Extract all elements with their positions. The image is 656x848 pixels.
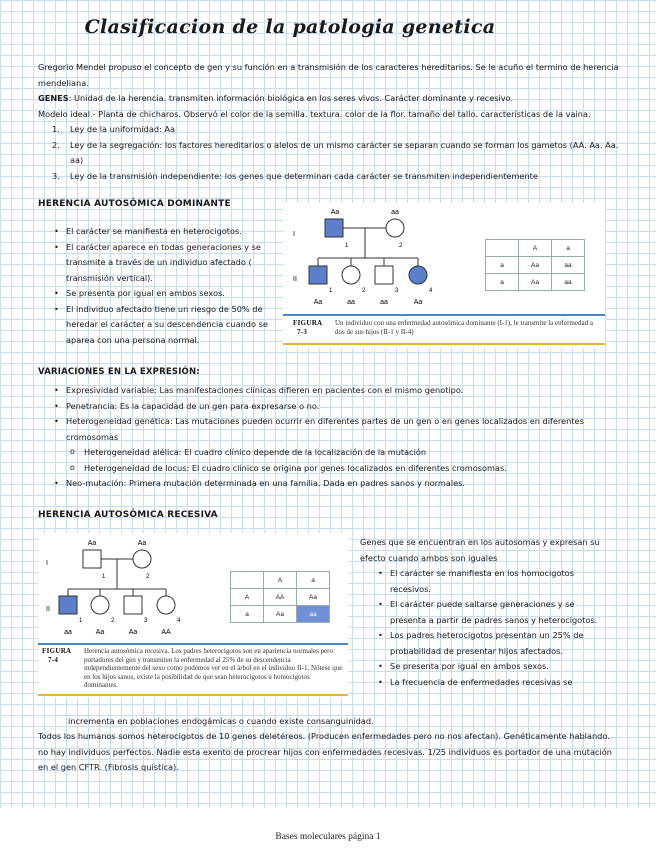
punnett-cell: a [297, 572, 330, 589]
punnett-cell-affected: aa [297, 606, 330, 623]
generation-label: II [46, 606, 50, 613]
list-item: • El individuo afectado tiene un riesgo de 50% de heredar el carácter a su descendencia cuando se aparea con una persona normal. [52, 302, 274, 349]
closing-paragraph: Todos los humanos somos heterocigotos de 10 genes deletéreos. (Producen enfermedades pero no nos afectan). Genéticamente hablando. no hay individuos perfectos. Nadie esta exento de procrear hijos con enfermedades recesivas. 1/25 individuos es portador de una mutación en el gen CFTR. (Fibrosis quística). [38, 731, 612, 772]
individual-number: 2 [362, 288, 366, 294]
generation-label: II [293, 276, 297, 283]
pedigree-dominant [283, 203, 483, 313]
female-symbol [91, 596, 109, 614]
genotype-label: Aa [128, 629, 138, 636]
affected-male-symbol [59, 596, 77, 614]
figure-label: FIGURA 7-4 [42, 647, 72, 664]
individual-number: 2 [399, 243, 403, 249]
genotype-label: Aa [137, 540, 147, 547]
list-item: • Los padres heterocigotos presentan un 25% de probabilidad de presentar hijos afectados. [376, 628, 606, 659]
list-item: • Expresividad variable: Las manifestaciones clínicas difieren en pacientes con el mismo genotipo. [52, 383, 612, 399]
punnett-cell: A [264, 572, 297, 589]
genotype-label: aa [64, 629, 72, 636]
punnett-cell [231, 572, 264, 589]
recessive-heading: HERENCIA AUTOSÓMICA RECESIVA [38, 510, 218, 520]
punnett-cell: Aa [519, 274, 552, 291]
recessive-intro: Genes que se encuentran en los autosomas y expresan su efecto cuando ambos son iguales [360, 537, 600, 563]
recessive-bullets [376, 566, 606, 690]
recessive-text [360, 535, 606, 690]
caption-rule [283, 343, 605, 345]
figure-7-4 [38, 533, 348, 698]
individual-number: 1 [345, 243, 349, 249]
list-item: • El carácter se manifiesta en los homocigotos recesivos. [376, 566, 606, 597]
genes-label: GENES [38, 93, 69, 103]
dominant-bullets [52, 224, 274, 348]
ideal-model-paragraph: Modelo ideal.- Planta de chicharos. Observó el color de la semilla. textura. color de la flor. tamaño del tallo. características de la vaina. [38, 108, 591, 119]
list-item: • El carácter se manifiesta en heterocigotos. [52, 224, 274, 240]
list-item: • Penetrancia: Es la capacidad de un gen para expresarse o no. [52, 399, 612, 415]
dominant-heading: HERENCIA AUTOSÓMICA DOMINANTE [38, 199, 231, 209]
genes-text: : Unidad de la herencia. transmiten información biológica en los seres vivos. Carácter dominante y recesivo. [68, 93, 514, 103]
caption-rule [38, 694, 348, 696]
list-item: • Se presenta por igual en ambos sexos. [52, 286, 274, 302]
figure-caption: Herencia autosómica recesiva. Los padres heterocigotos son en apariencia normales pero portadores del gen y transmiten la enfermedad al 25% de su descendencia independientemente del sexo como podemos ver en el árbol en el individuo II-1. Nótese que en los hijos sanos, existe la posibilidad de que sean heterocigotos u homocigotos dominantes. [84, 647, 343, 689]
variations-heading: VARIACIONES EN LA EXPRESIÓN: [38, 367, 200, 377]
male-symbol [375, 266, 393, 284]
punnett-cell: A [519, 240, 552, 257]
affected-male-symbol [309, 266, 327, 284]
punnett-cell: Aa [519, 257, 552, 274]
variations-list-cont [52, 476, 612, 492]
individual-number: 1 [102, 574, 106, 580]
genotype-label: aa [380, 299, 388, 306]
mendel-laws-list [52, 122, 623, 184]
page-title: Clasificacion de la patologia genetica [84, 16, 496, 38]
variations-list [52, 383, 612, 445]
punnett-cell: Aa [297, 589, 330, 606]
punnett-square-dominant [485, 239, 585, 291]
intro-paragraph: Gregorio Mendel propuso el concepto de gen y su función en a transmisión de los caracteres hereditarios. Se le acuño el termino de herencia mendeliana. [38, 62, 619, 88]
male-symbol [83, 550, 101, 568]
list-item: o Heterogeneidad alélica: El cuadro clínico depende de la localización de la mutación [68, 445, 612, 461]
punnett-cell: A [231, 589, 264, 606]
heterogeneity-sublist [68, 445, 612, 476]
individual-number: 1 [79, 618, 83, 624]
affected-male-symbol [325, 219, 343, 237]
list-item: • Neo-mutación: Primera mutación determinada en una familia. Dada en padres sanos y normales. [52, 476, 612, 492]
pedigree-recessive [38, 533, 228, 643]
female-symbol [342, 266, 360, 284]
female-symbol [133, 550, 151, 568]
genes-definition [38, 91, 623, 107]
list-item: o Heterogeneidad de locus: El cuadro clínico se origina por genes localizados en diferentes cromosomas. [68, 461, 612, 477]
genotype-label: Aa [87, 540, 97, 547]
genotype-label: AA [161, 629, 171, 636]
female-symbol [386, 219, 404, 237]
genotype-label: Aa [313, 299, 323, 306]
individual-number: 2 [111, 618, 115, 624]
list-item: 1. Ley de la uniformidad: Aa [52, 124, 176, 134]
list-item: 2. Ley de la segregación: los factores hereditarios o alelos de un mismo carácter se separan cuando se forman los gametos (AA. Aa. Aa. aa) [52, 139, 619, 165]
punnett-cell: aa [552, 274, 585, 291]
generation-label: I [46, 560, 48, 567]
list-item: • El carácter puede saltarse generaciones y se presenta a partir de padres sanos y heterocigotos. [376, 597, 606, 628]
page-footer: Bases moleculares página 1 [275, 832, 381, 842]
individual-number: 3 [395, 288, 399, 294]
individual-number: 2 [146, 574, 150, 580]
punnett-cell: aa [552, 257, 585, 274]
individual-number: 1 [329, 288, 333, 294]
figure-7-3 [283, 203, 605, 348]
genotype-label: aa [391, 209, 399, 216]
genotype-label: aa [347, 299, 355, 306]
list-item: • La frecuencia de enfermedades recesivas se [376, 675, 606, 691]
recessive-continuation: incrementa en poblaciones endogámicas o cuando existe consanguinidad. [68, 716, 374, 726]
affected-female-symbol [409, 266, 427, 284]
figure-caption: Un individuo con una enfermedad autosómica dominante (I-1), le transmite la enfermedad a dos de sus hijos (II-1 y II-4) [335, 319, 593, 336]
list-item: 3. Ley de la transmisión independiente: los genes que determinan cada carácter se transmiten independientemente [52, 170, 538, 181]
punnett-cell: Aa [264, 606, 297, 623]
punnett-cell [486, 240, 519, 257]
individual-number: 4 [177, 618, 181, 624]
genotype-label: Aa [413, 299, 423, 306]
individual-number: 3 [144, 618, 148, 624]
caption-rule [38, 643, 348, 645]
list-item: • Heterogeneidad genética: Las mutaciones pueden ocurrir en diferentes partes de un gen o en genes localizados en diferentes cromosomas [52, 414, 612, 445]
punnett-cell: a [552, 240, 585, 257]
list-item: • Se presenta por igual en ambos sexos. [376, 659, 606, 675]
punnett-cell: a [231, 606, 264, 623]
caption-rule [283, 314, 605, 316]
punnett-cell: a [486, 257, 519, 274]
intro-section [38, 60, 623, 184]
genotype-label: Aa [330, 209, 340, 216]
generation-label: I [293, 231, 295, 238]
genotype-label: Aa [95, 629, 105, 636]
variations-section [52, 383, 612, 492]
female-symbol [157, 596, 175, 614]
male-symbol [124, 596, 142, 614]
individual-number: 4 [429, 288, 433, 294]
punnett-square-recessive [230, 571, 330, 623]
punnett-cell: AA [264, 589, 297, 606]
figure-label: FIGURA 7-3 [293, 319, 323, 336]
punnett-cell: a [486, 274, 519, 291]
list-item: • El carácter aparece en todas generaciones y se transmite a través de un individuo afectado ( transmisión vertical). [52, 240, 274, 287]
